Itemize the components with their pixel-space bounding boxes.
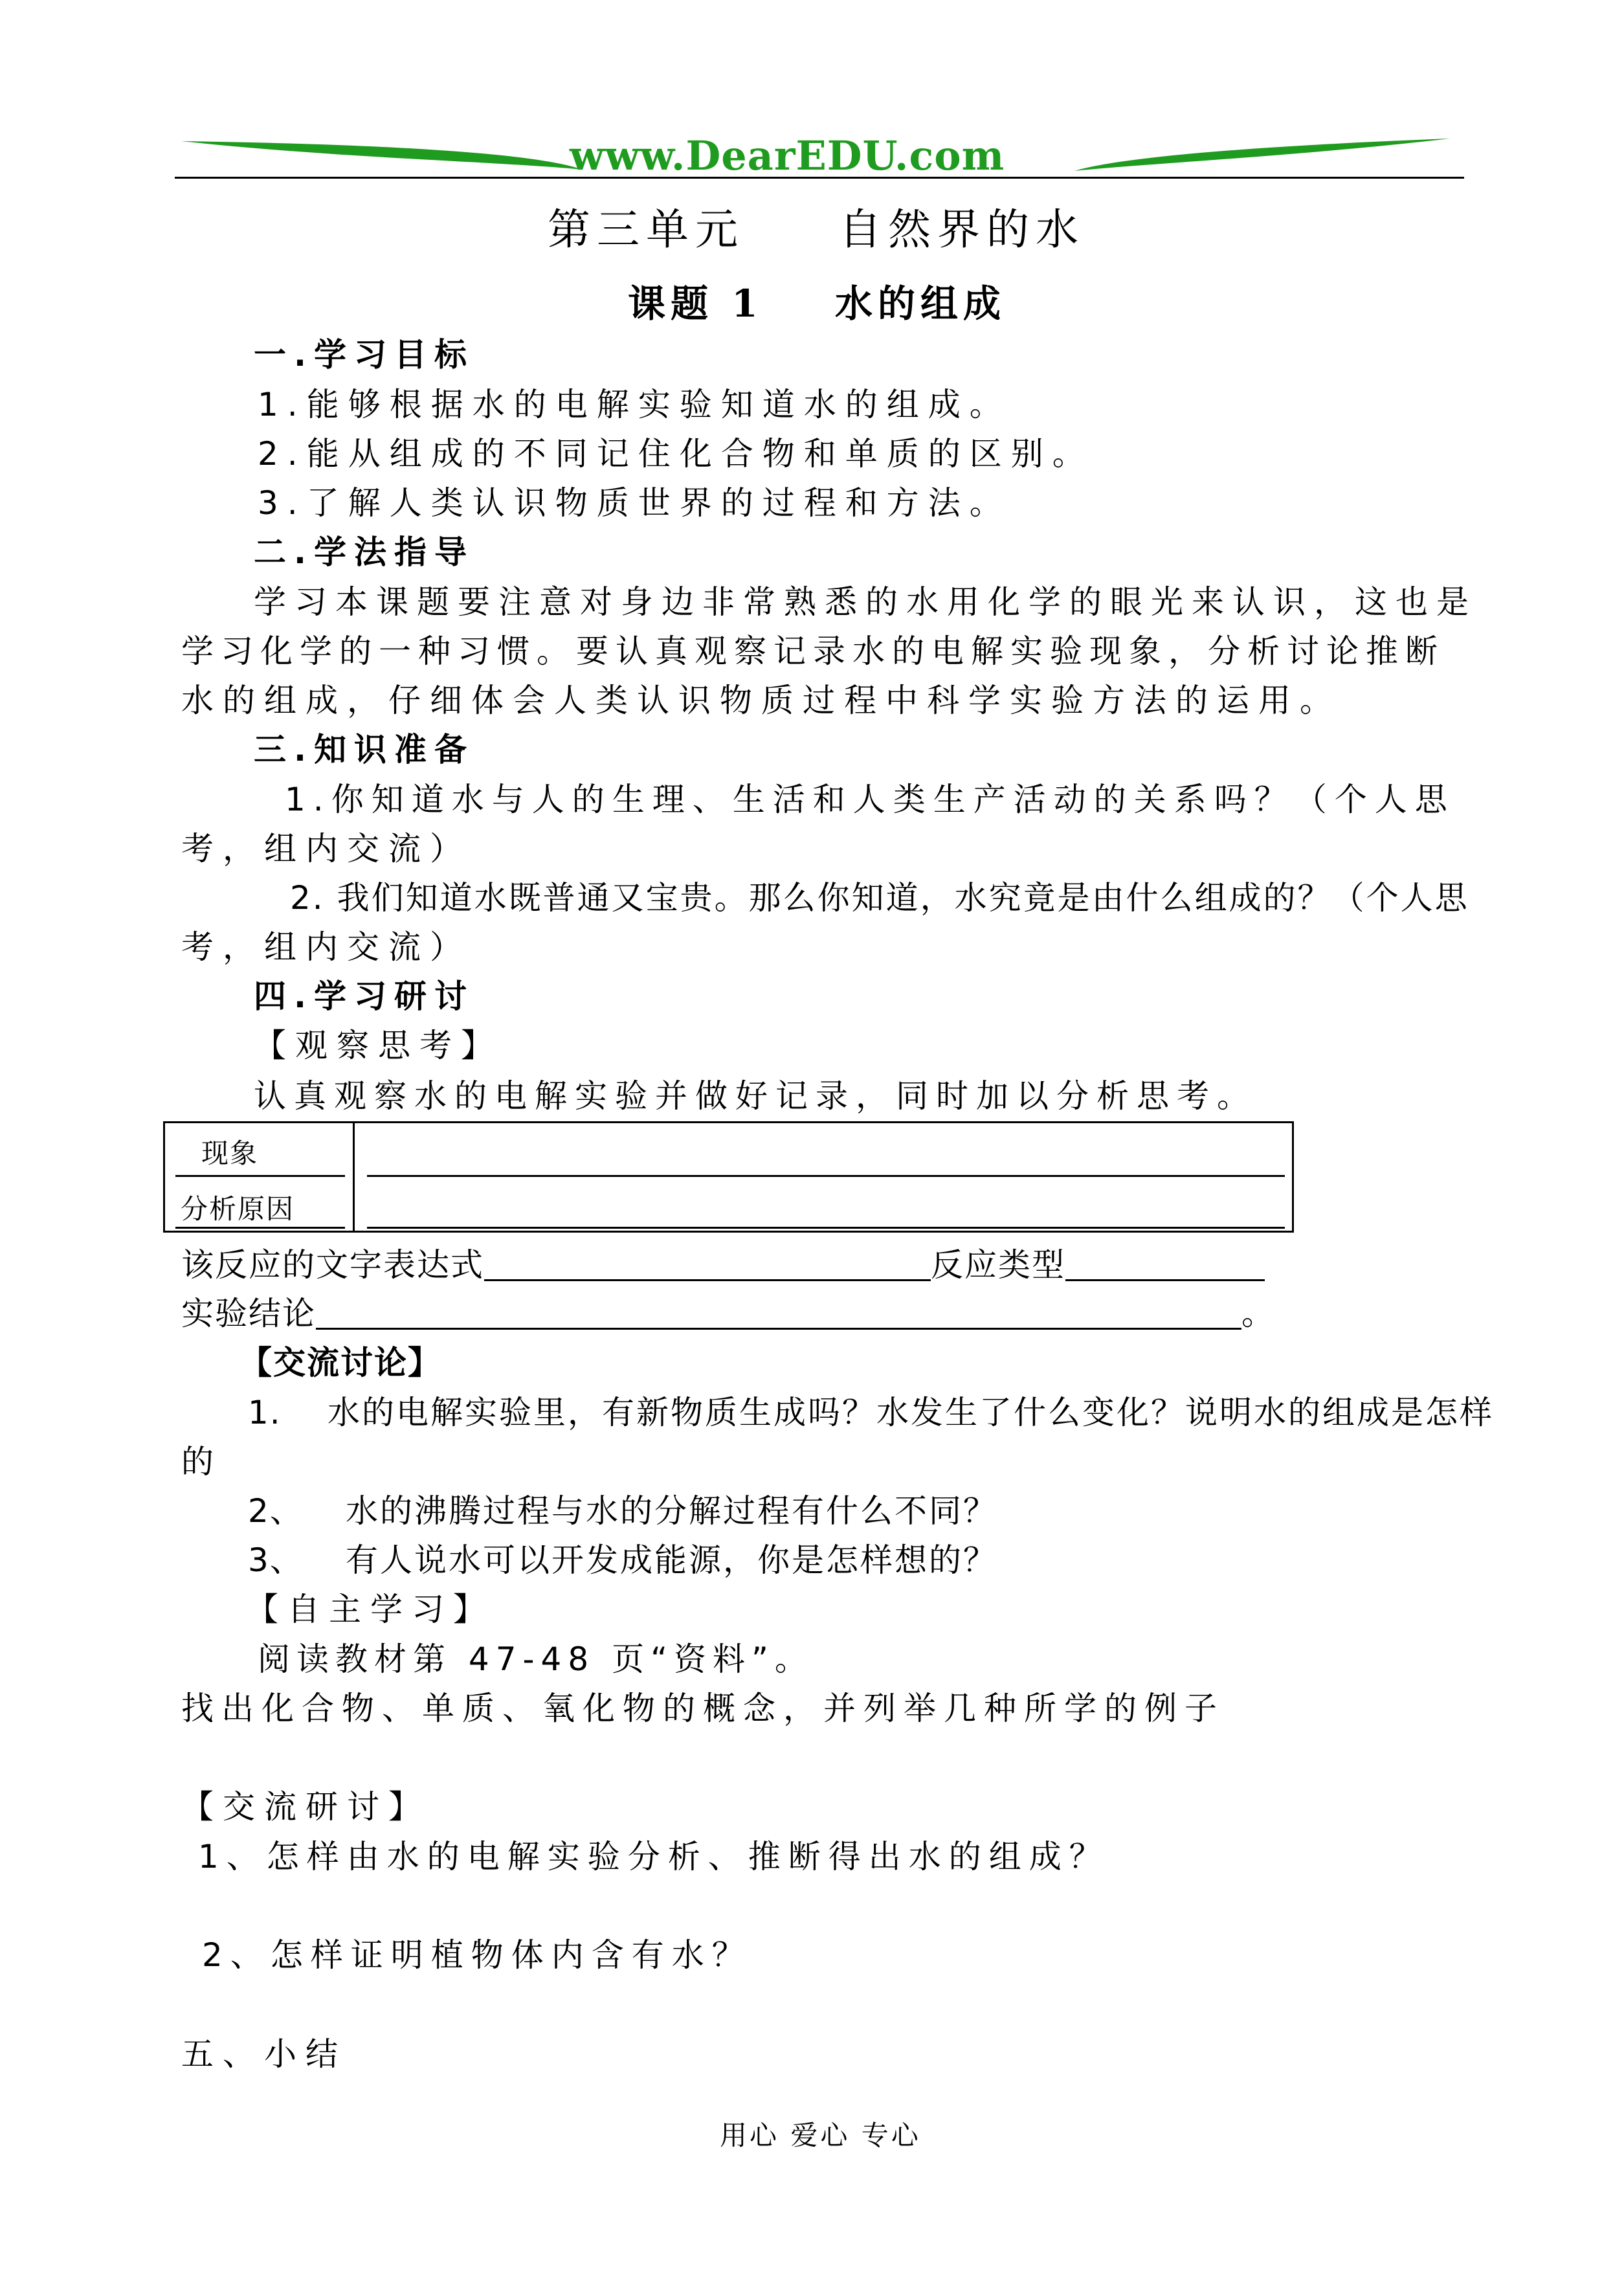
discussion-item-3-number: 3、: [248, 1541, 304, 1579]
table-label-phenomenon: 现象: [201, 1137, 259, 1169]
section-heading-study: 四.学习研讨: [254, 978, 474, 1015]
goal-item-3: 3.了解人类认识物质世界的过程和方法。: [258, 484, 1011, 522]
prep-question-2-line-2: 考，组内交流）: [181, 928, 471, 966]
observation-table: [163, 1121, 1294, 1233]
site-logo-text: www.DearEDU.com: [570, 132, 1005, 179]
conclusion-blank[interactable]: [316, 1297, 1241, 1330]
page-title-unit: 第三单元: [548, 205, 744, 254]
discussion-item-2-text: 水的沸腾过程与水的分解过程有什么不同？: [346, 1492, 997, 1530]
discussion-item-3-text: 有人说水可以开发成能源，你是怎样想的？: [346, 1541, 997, 1579]
reaction-type-label: 反应类型: [931, 1246, 1065, 1284]
conclusion-row: [181, 1297, 1275, 1330]
right-swoosh-decoration: [1074, 139, 1450, 171]
page-footer: 用心 爱心 专心: [720, 2120, 921, 2151]
table-label-analysis: 分析原因: [181, 1193, 295, 1225]
goal-item-1: 1.能够根据水的电解实验知道水的组成。: [258, 386, 1011, 423]
discussion-heading: 【交流讨论】: [239, 1344, 441, 1381]
conclusion-period: 。: [1241, 1295, 1275, 1332]
reaction-expression-blank[interactable]: [484, 1248, 931, 1281]
reaction-expression-label: 该反应的文字表达式: [181, 1246, 484, 1284]
method-paragraph-line-1: 学习本课题要注意对身边非常熟悉的水用化学的眼光来认识，这也是: [254, 583, 1477, 621]
method-paragraph-line-2: 学习化学的一种习惯。要认真观察记录水的电解实验现象，分析讨论推断: [181, 632, 1445, 670]
self-study-line-1: 阅读教材第 47-48 页“资料”。: [258, 1640, 814, 1678]
section-heading-method: 二.学法指导: [254, 533, 474, 571]
phenomenon-answer-line[interactable]: [367, 1175, 1285, 1177]
section-heading-prep: 三.知识准备: [254, 731, 474, 768]
summary-heading: 五、小结: [181, 2035, 347, 2073]
prep-question-1-line-2: 考，组内交流）: [181, 830, 471, 867]
reaction-expression-row: [181, 1246, 1265, 1284]
observe-heading: 【观察思考】: [254, 1027, 502, 1064]
analysis-label-underline: [175, 1227, 345, 1229]
analysis-answer-line[interactable]: [367, 1227, 1285, 1229]
exchange-heading: 【交流研讨】: [181, 1788, 430, 1826]
goal-item-2: 2.能从组成的不同记住化合物和单质的区别。: [258, 435, 1094, 473]
lesson-title: 水的组成: [835, 282, 1007, 326]
lesson-number: 课题 1: [628, 282, 763, 326]
discussion-item-2-number: 2、: [248, 1492, 304, 1530]
prep-question-2-line-1: 2. 我们知道水既普通又宝贵。那么你知道，水究竟是由什么组成的？（个人思: [290, 879, 1469, 917]
discussion-item-1-text: 水的电解实验里，有新物质生成吗？水发生了什么变化？说明水的组成是怎样: [328, 1394, 1494, 1431]
table-divider: [353, 1123, 355, 1231]
method-paragraph-line-3: 水的组成，仔细体会人类认识物质过程中科学实验方法的运用。: [181, 682, 1341, 719]
conclusion-label: 实验结论: [181, 1295, 316, 1332]
header-rule: [175, 177, 1464, 179]
section-heading-goals: 一.学习目标: [254, 336, 474, 374]
prep-question-1-line-1: 1.你知道水与人的生理、生活和人类生产活动的关系吗？（个人思: [285, 781, 1455, 818]
reaction-type-blank[interactable]: [1065, 1248, 1265, 1281]
discussion-item-1-number: 1.: [248, 1394, 282, 1431]
exchange-question-2: 2、怎样证明植物体内含有水？: [202, 1936, 752, 1974]
phenomenon-label-underline: [175, 1175, 345, 1177]
exchange-question-1: 1、怎样由水的电解实验分析、推断得出水的组成？: [198, 1838, 1109, 1875]
discussion-item-1-continuation: 的: [181, 1443, 215, 1481]
page-title-topic: 自然界的水: [839, 205, 1085, 254]
left-swoosh-decoration: [181, 141, 583, 170]
self-study-line-2: 找出化合物、单质、氧化物的概念，并列举几种所学的例子: [181, 1690, 1225, 1727]
observe-instruction: 认真观察水的电解实验并做好记录，同时加以分析思考。: [254, 1077, 1257, 1115]
self-study-heading: 【自主学习】: [246, 1591, 495, 1628]
